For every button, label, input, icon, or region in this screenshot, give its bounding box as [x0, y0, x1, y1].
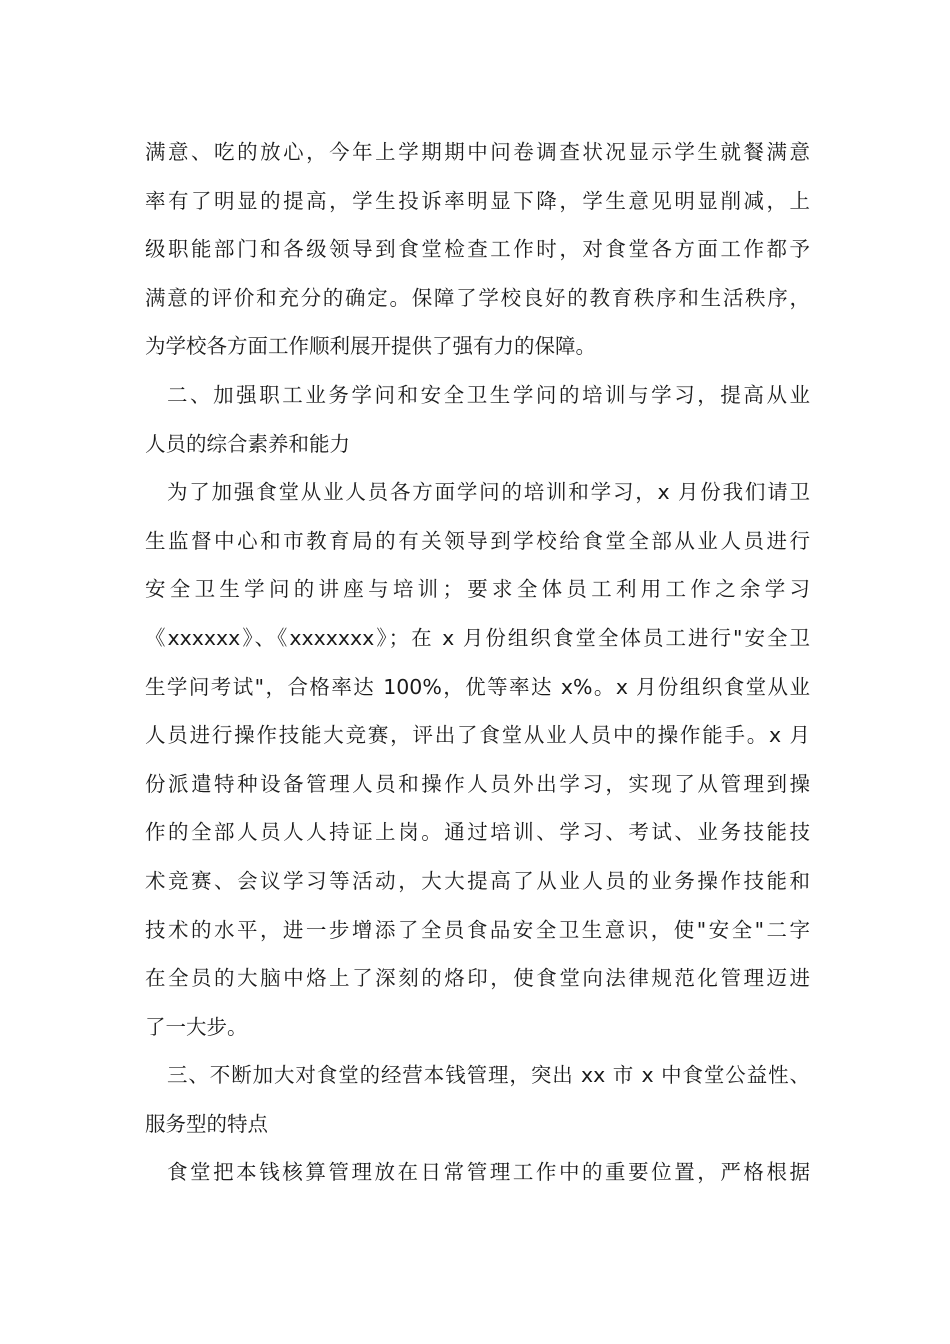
text-line: 服务型的特点 — [145, 1111, 268, 1136]
text-line: 了一大步。 — [145, 1014, 248, 1039]
document-body — [145, 128, 810, 1197]
text-line: 生学问考试"，合格率达 100%，优等率达 x%。x 月份组织食堂从业 — [145, 674, 810, 699]
text-line: 作的全部人员人人持证上岗。通过培训、学习、考试、业务技能技 — [145, 820, 810, 845]
text-line: 人员的综合素养和能力 — [145, 431, 350, 456]
text-line: 份派遣特种设备管理人员和操作人员外出学习，实现了从管理到操 — [145, 771, 810, 796]
text-line: 安全卫生学问的讲座与培训；要求全体员工利用工作之余学习 — [145, 577, 810, 602]
text-line: 级职能部门和各级领导到食堂检查工作时，对食堂各方面工作都予 — [145, 237, 810, 262]
text-line: 满意、吃的放心，今年上学期期中问卷调查状况显示学生就餐满意 — [145, 140, 810, 164]
text-line: 《xxxxxx》、《xxxxxxx》；在 x 月份组织食堂全体员工进行"安全卫 — [145, 625, 810, 650]
text-line: 为了加强食堂从业人员各方面学问的培训和学习，x 月份我们请卫 — [167, 480, 810, 505]
text-line: 在全员的大脑中烙上了深刻的烙印，使食堂向法律规范化管理迈进 — [145, 966, 810, 991]
text-line: 满意的评价和充分的确定。保障了学校良好的教育秩序和生活秩序， — [145, 285, 810, 310]
text-line: 人员进行操作技能大竞赛，评出了食堂从业人员中的操作能手。x 月 — [145, 723, 810, 748]
text-line: 生监督中心和市教育局的有关领导到学校给食堂全部从业人员进行 — [145, 528, 810, 553]
text-line: 食堂把本钱核算管理放在日常管理工作中的重要位置，严格根据 — [167, 1160, 810, 1185]
text-line: 三、不断加大对食堂的经营本钱管理，突出 xx 市 x 中食堂公益性、 — [167, 1063, 810, 1088]
text-line: 术竞赛、会议学习等活动，大大提高了从业人员的业务操作技能和 — [145, 868, 810, 893]
text-line: 二、加强职工业务学问和安全卫生学问的培训与学习，提高从业 — [167, 382, 810, 407]
text-line: 技术的水平，进一步增添了全员食品安全卫生意识，使"安全"二字 — [145, 917, 810, 942]
text-line: 为学校各方面工作顺利展开提供了强有力的保障。 — [145, 334, 596, 359]
text-line: 率有了明显的提高，学生投诉率明显下降，学生意见明显削减，上 — [145, 188, 810, 213]
